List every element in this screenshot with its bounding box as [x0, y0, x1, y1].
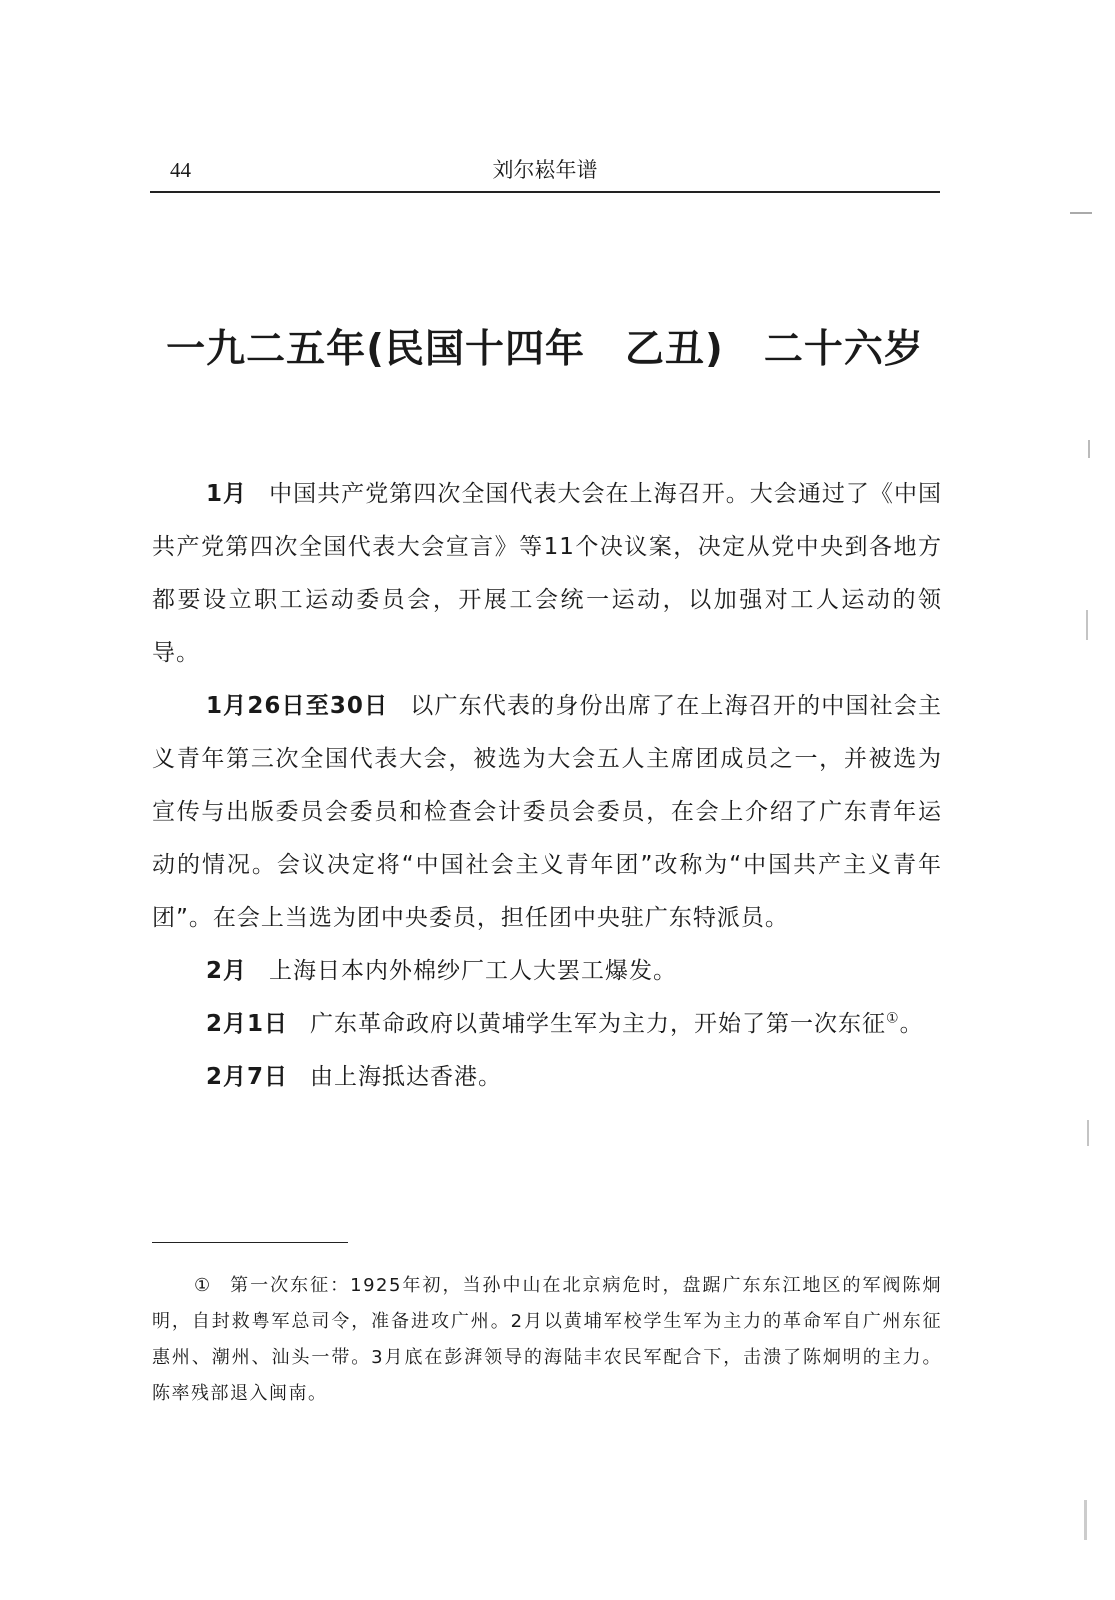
scan-speck — [1088, 440, 1090, 458]
chronicle-body — [152, 468, 942, 1104]
scan-speck — [1084, 1500, 1087, 1540]
footnote-reference[interactable]: ① — [886, 1010, 900, 1027]
footnote-rule — [152, 1242, 348, 1243]
entry-text-after: 。 — [899, 1011, 924, 1037]
entry — [152, 680, 942, 945]
entry — [152, 945, 942, 998]
entry-date: 2月1日 — [206, 1011, 289, 1037]
entry-text: 以广东代表的身份出席了在上海召开的中国社会主义青年第三次全国代表大会，被选为大会五人主席团成员之一，并被选为宣传与出版委员会委员和检查会计委员会委员，在会上介绍了广东青年运动的情况。会议决定将“中国社会主义青年团”改称为“中国共产主义青年团”。在会上当选为团中央委员，担任团中央驻广东特派员。 — [152, 693, 942, 931]
entry-date: 1月26日至30日 — [206, 693, 389, 719]
footnote-text: 第一次东征：1925年初，当孙中山在北京病危时，盘踞广东东江地区的军阀陈炯明，自封救粤军总司令，准备进攻广州。2月以黄埔军校学生军为主力的革命军自广州东征惠州、潮州、汕头一带。3月底在彭湃领导的海陆丰农民军配合下，击溃了陈炯明的主力。陈率残部退入闽南。 — [152, 1275, 942, 1404]
header-rule — [150, 191, 940, 193]
entry-text: 上海日本内外棉纱厂工人大罢工爆发。 — [269, 958, 678, 984]
footnote — [152, 1268, 942, 1412]
scan-speck — [1087, 1120, 1089, 1146]
scan-speck — [1070, 212, 1092, 214]
entry-text: 由上海抵达香港。 — [310, 1064, 503, 1090]
entry — [152, 1051, 942, 1104]
footnote-mark: ① — [194, 1275, 213, 1296]
entry-date: 2月 — [206, 958, 248, 984]
scan-speck — [1086, 610, 1088, 640]
entry-date: 1月 — [206, 481, 248, 507]
page-number: 44 — [170, 158, 191, 182]
entry — [152, 468, 942, 680]
entry — [152, 998, 942, 1051]
entry-text: 广东革命政府以黄埔学生军为主力，开始了第一次东征 — [310, 1011, 887, 1037]
page-header — [150, 150, 940, 190]
entry-text: 中国共产党第四次全国代表大会在上海召开。大会通过了《中国共产党第四次全国代表大会宣言》等11个决议案，决定从党中央到各地方都要设立职工运动委员会，开展工会统一运动，以加强对工人运动的领导。 — [152, 481, 942, 666]
entry-date: 2月7日 — [206, 1064, 289, 1090]
year-heading: 一九二五年(民国十四年 乙丑) 二十六岁 — [166, 327, 924, 372]
running-title: 刘尔崧年谱 — [492, 158, 598, 182]
